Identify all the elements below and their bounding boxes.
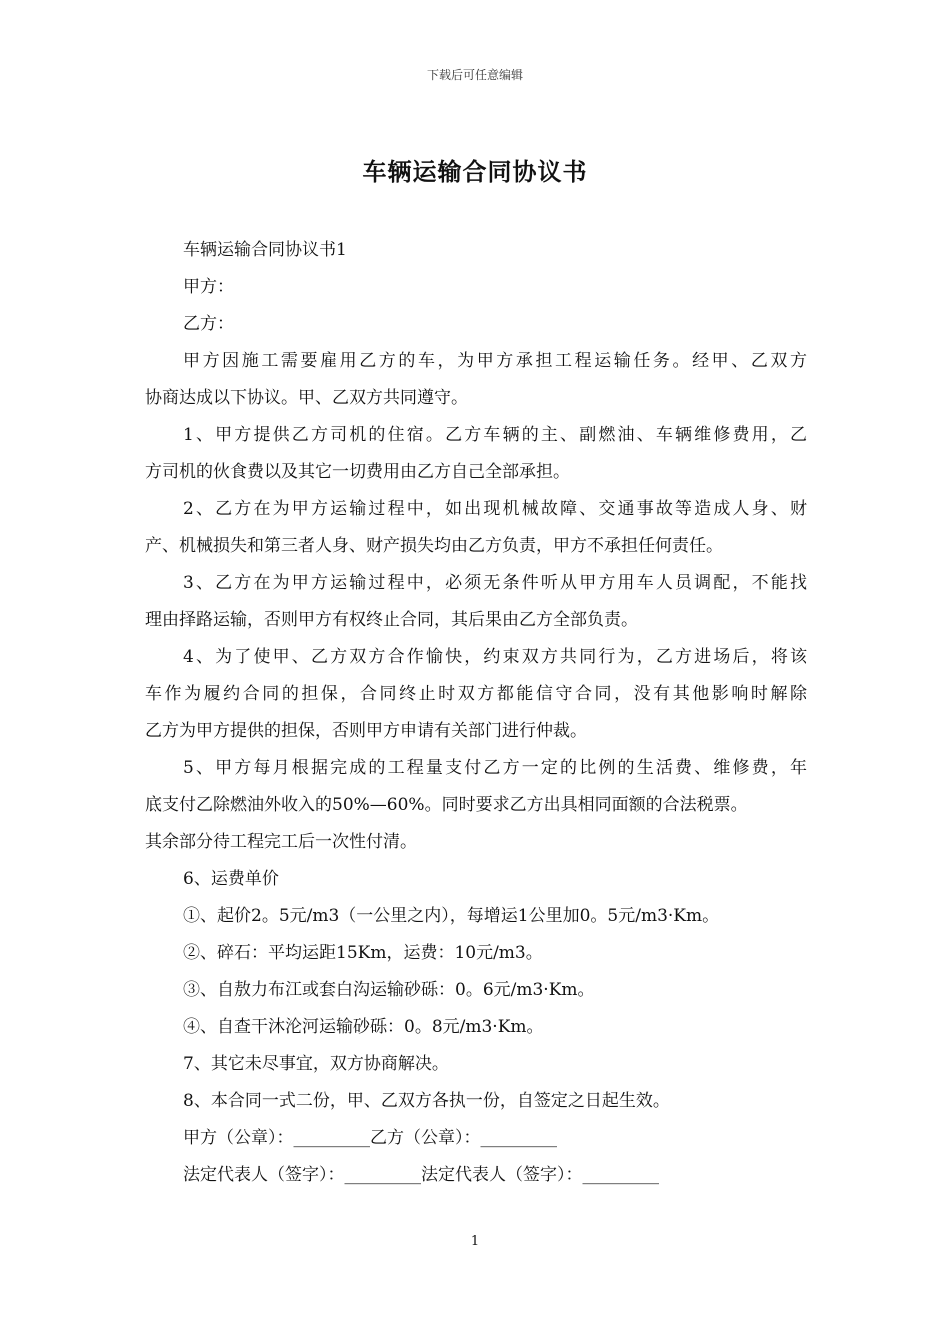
clause-3-line: 理由择路运输，否则甲方有权终止合同，其后果由乙方全部负责。 (145, 610, 638, 630)
paragraph-line: 甲方因施工需要雇用乙方的车，为甲方承担工程运输任务。经甲、乙双方 (183, 351, 807, 371)
clause-8-line: 8、本合同一式二份，甲、乙双方各执一份，自签定之日起生效。 (183, 1091, 670, 1111)
clause-2-line: 2、乙方在为甲方运输过程中，如出现机械故障、交通事故等造成人身、财 (183, 499, 807, 519)
party-b-line: 乙方： (183, 314, 234, 334)
signature-line: 法定代表人（签字）：_________法定代表人（签字）：_________ (183, 1165, 659, 1185)
price-item-4: ④、自查干沐沦河运输砂砾：0。8元/m3·Km。 (183, 1017, 544, 1037)
clause-7-line: 7、其它未尽事宜，双方协商解决。 (183, 1054, 449, 1074)
header-note: 下载后可任意编辑 (426, 68, 523, 82)
document-body (145, 232, 807, 1194)
clause-4-line: 4、为了使甲、乙方双方合作愉快，约束双方共同行为，乙方进场后，将该 (183, 647, 807, 667)
page-number: 1 (470, 1234, 480, 1249)
clause-4-line: 车作为履约合同的担保，合同终止时双方都能信守合同，没有其他影响时解除 (145, 684, 807, 704)
paragraph-line: 协商达成以下协议。甲、乙双方共同遵守。 (145, 388, 468, 408)
section-heading: 车辆运输合同协议书1 (183, 240, 347, 260)
clause-4-line: 乙方为甲方提供的担保，否则甲方申请有关部门进行仲裁。 (145, 721, 587, 741)
price-item-2: ②、碎石：平均运距15Km，运费：10元/m3。 (183, 943, 543, 963)
clause-6-heading: 6、运费单价 (183, 869, 279, 889)
clause-5-line: 其余部分待工程完工后一次性付清。 (145, 832, 417, 852)
seal-line: 甲方（公章）：_________乙方（公章）：_________ (183, 1128, 557, 1148)
clause-1-line: 1、甲方提供乙方司机的住宿。乙方车辆的主、副燃油、车辆维修费用，乙 (183, 425, 807, 445)
clause-5-line: 5、甲方每月根据完成的工程量支付乙方一定的比例的生活费、维修费，年 (183, 758, 807, 778)
price-item-1: ①、起价2。5元/m3（一公里之内），每增运1公里加0。5元/m3·Km。 (183, 906, 720, 926)
clause-1-line: 方司机的伙食费以及其它一切费用由乙方自己全部承担。 (145, 462, 570, 482)
price-item-3: ③、自敖力布江或套白沟运输砂砾：0。6元/m3·Km。 (183, 980, 595, 1000)
clause-5-line: 底支付乙除燃油外收入的50%—60%。同时要求乙方出具相同面额的合法税票。 (145, 795, 748, 815)
clause-3-line: 3、乙方在为甲方运输过程中，必须无条件听从甲方用车人员调配，不能找 (183, 573, 807, 593)
document-title: 车辆运输合同协议书 (362, 157, 588, 186)
clause-2-line: 产、机械损失和第三者人身、财产损失均由乙方负责，甲方不承担任何责任。 (145, 536, 723, 556)
party-a-line: 甲方： (183, 277, 234, 297)
